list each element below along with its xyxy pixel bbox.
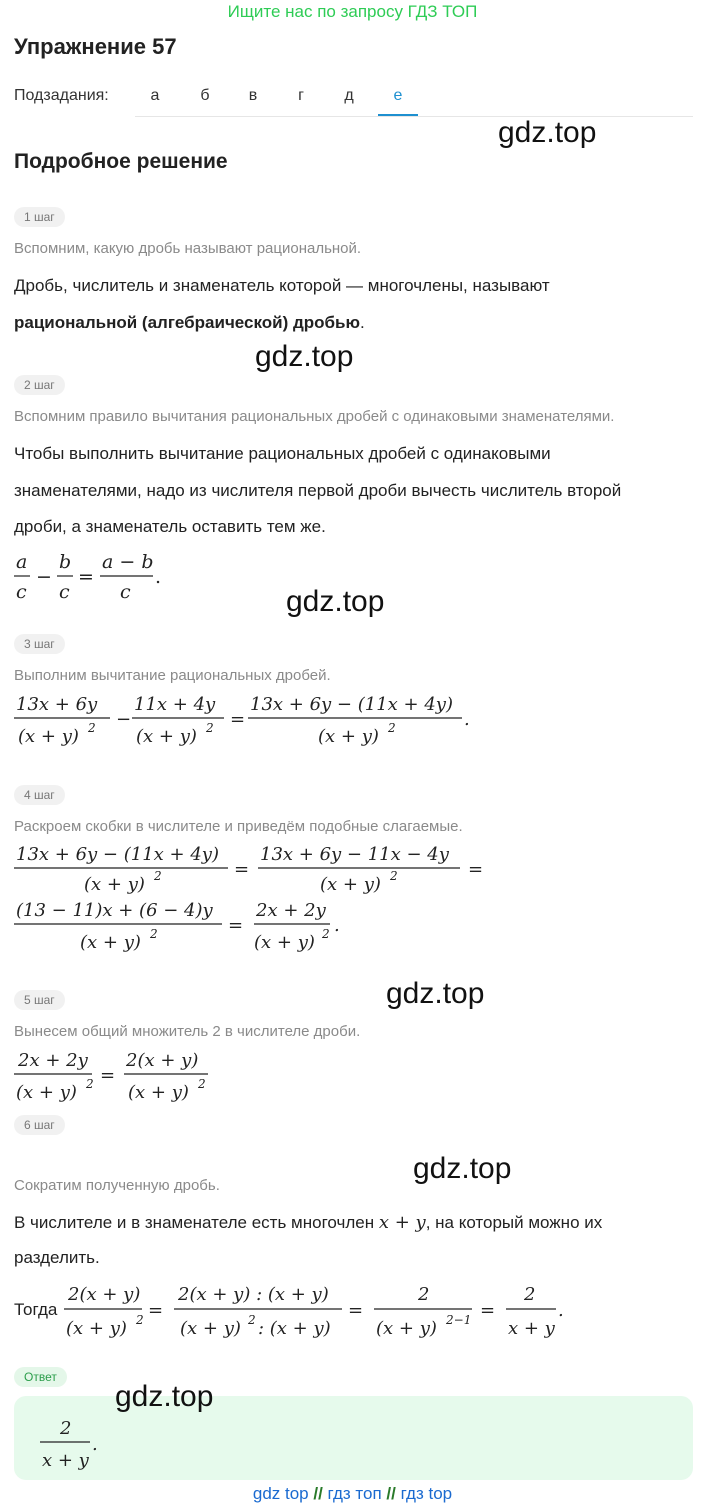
svg-text:(13 − 11)x + (6 − 4)y: (13 − 11)x + (6 − 4)y [16,900,213,921]
svg-text:x + y: x + y [508,1318,555,1339]
then-label: Тогда [14,1300,58,1319]
watermark: gdz.top [386,977,485,1010]
svg-text:(x + y): (x + y) [376,1318,437,1339]
svg-text:13x + 6y − (11x + 4y): 13x + 6y − (11x + 4y) [250,694,453,715]
answer-label: Ответ [14,1367,67,1387]
svg-text:2: 2 [60,1418,72,1439]
svg-text:=: = [230,709,246,730]
period: . [360,313,365,332]
watermark: gdz.top [255,340,354,373]
step-badge: 1 шаг [14,207,65,227]
svg-text:(x + y): (x + y) [80,932,141,953]
step-text: дроби, а знаменатель оставить тем же. [14,517,326,536]
svg-text:: (x + y): : (x + y) [258,1318,331,1339]
step-text: Дробь, числитель и знаменатель которой — многочлены, называют [14,276,550,295]
formula-step3 [12,688,482,752]
svg-text:2: 2 [136,1313,144,1327]
svg-text:(x + y): (x + y) [84,874,145,895]
svg-text:2: 2 [418,1284,430,1305]
svg-text:2: 2 [86,1077,94,1091]
svg-text:.: . [334,915,340,936]
svg-text:−: − [36,566,52,588]
tab-a[interactable]: а [150,87,160,104]
svg-text:=: = [148,1300,164,1321]
tab-v[interactable]: в [248,87,258,104]
svg-text:(x + y): (x + y) [128,1082,189,1103]
svg-text:2: 2 [88,721,96,735]
svg-text:a: a [16,551,28,573]
svg-text:(x + y): (x + y) [66,1318,127,1339]
svg-text:.: . [92,1434,98,1455]
svg-text:2: 2 [154,869,162,883]
subtasks-tabs [135,78,693,117]
svg-text:(x + y): (x + y) [180,1318,241,1339]
section-title: Подробное решение [14,150,228,173]
step-badge: 3 шаг [14,634,65,654]
svg-text:13x + 6y: 13x + 6y [16,694,98,715]
svg-text:=: = [100,1065,116,1086]
svg-text:=: = [78,566,94,588]
svg-text:13x + 6y − (11x + 4y): 13x + 6y − (11x + 4y) [16,844,219,865]
text-part: , на который можно их [425,1213,603,1232]
svg-text:2: 2 [150,927,158,941]
watermark: gdz.top [413,1152,512,1185]
svg-text:2: 2 [206,721,214,735]
svg-text:2: 2 [524,1284,536,1305]
formula-rule [12,548,172,604]
svg-text:2(x + y) : (x + y): 2(x + y) : (x + y) [178,1284,329,1305]
svg-text:=: = [348,1300,364,1321]
svg-text:c: c [16,581,27,603]
svg-text:=: = [468,859,484,880]
tab-g[interactable]: г [298,87,304,104]
formula-step6 [62,1278,582,1348]
formula-answer [36,1414,116,1474]
step-text [14,1212,602,1233]
svg-text:11x + 4y: 11x + 4y [134,694,216,715]
svg-text:2: 2 [388,721,396,735]
subtasks-label: Подзадания: [14,87,109,104]
svg-text:(x + y): (x + y) [18,726,79,747]
step-hint: Сократим полученную дробь. [14,1177,220,1194]
footer-separator: // [308,1484,328,1503]
svg-text:2(x + y): 2(x + y) [126,1050,199,1071]
svg-text:−: − [116,709,132,730]
promo-banner[interactable]: Ищите нас по запросу ГДЗ ТОП [227,2,478,21]
step-badge: 6 шаг [14,1115,65,1135]
svg-text:=: = [234,859,250,880]
footer-link[interactable]: гдз топ [327,1484,382,1503]
math-inline: x + y [378,1212,426,1233]
svg-text:(x + y): (x + y) [254,932,315,953]
step-text: Чтобы выполнить вычитание рациональных дробей с одинаковыми [14,444,551,463]
svg-text:13x + 6y − 11x − 4y: 13x + 6y − 11x − 4y [260,844,449,865]
step-text [14,313,365,333]
svg-text:2x + 2y: 2x + 2y [18,1050,88,1071]
svg-text:2: 2 [390,869,398,883]
svg-text:(x + y): (x + y) [136,726,197,747]
tab-b[interactable]: б [200,87,210,104]
step-hint: Выполним вычитание рациональных дробей. [14,667,331,684]
svg-text:2: 2 [248,1313,256,1327]
step-badge: 2 шаг [14,375,65,395]
page-title: Упражнение 57 [14,34,177,59]
formula-step4 [12,840,492,960]
step-badge: 5 шаг [14,990,65,1010]
tab-e[interactable]: е [378,87,418,116]
svg-text:2(x + y): 2(x + y) [68,1284,141,1305]
svg-text:2: 2 [198,1077,206,1091]
formula-step5 [12,1044,232,1108]
svg-text:.: . [558,1300,564,1321]
svg-text:x + y: x + y [42,1450,89,1471]
svg-text:a − b: a − b [102,551,154,573]
svg-text:b: b [59,551,72,573]
watermark: gdz.top [115,1380,214,1413]
svg-text:c: c [120,581,131,603]
step-hint: Вспомним правило вычитания рациональных дробей с одинаковыми знаменателями. [14,408,615,425]
tab-d[interactable]: д [344,87,354,104]
step-hint: Вспомним, какую дробь называют рациональной. [14,240,362,257]
svg-text:c: c [59,581,70,603]
step-hint: Вынесем общий множитель 2 в числителе дроби. [14,1023,361,1040]
watermark: gdz.top [286,585,385,618]
step-badge: 4 шаг [14,785,65,805]
svg-text:(x + y): (x + y) [16,1082,77,1103]
svg-text:.: . [155,566,162,588]
step-text: разделить. [14,1248,100,1267]
svg-text:=: = [228,915,244,936]
step-text: знаменателями, надо из числителя первой дроби вычесть числитель второй [14,481,622,500]
footer-link[interactable]: gdz top [252,1484,309,1503]
svg-text:.: . [464,709,470,730]
footer-links [0,1484,705,1504]
watermark: gdz.top [498,116,597,149]
svg-text:2: 2 [322,927,330,941]
footer-separator: // [381,1484,401,1503]
svg-text:(x + y): (x + y) [320,874,381,895]
step-hint: Раскроем скобки в числителе и приведём подобные слагаемые. [14,818,463,835]
svg-text:=: = [480,1300,496,1321]
bold-term: рациональной (алгебраической) дробью [14,313,361,332]
svg-text:2−1: 2−1 [446,1313,472,1327]
text-part: В числителе и в знаменателе есть многочлен [14,1213,379,1232]
footer-link[interactable]: гдз top [400,1484,453,1503]
svg-text:2x + 2y: 2x + 2y [256,900,326,921]
svg-text:(x + y): (x + y) [318,726,379,747]
